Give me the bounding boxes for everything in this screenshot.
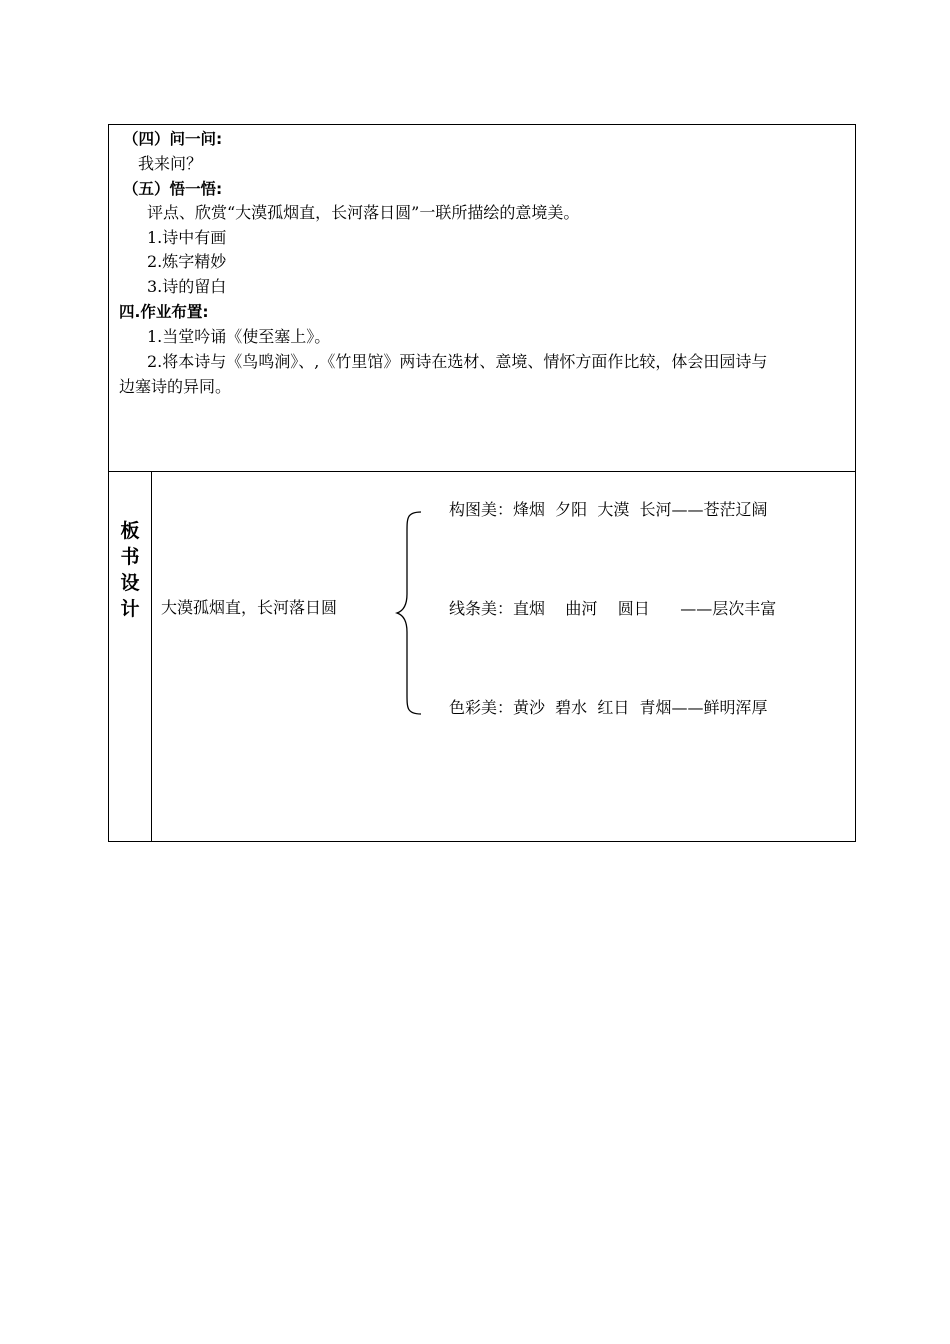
label-char: 设 (120, 572, 140, 594)
label-char: 板 (120, 520, 140, 542)
homework-heading: 四.作业布置: (119, 303, 209, 321)
label-char: 计 (120, 598, 140, 620)
board-design-label-cell (109, 472, 152, 841)
homework-item-2-line1: 2.将本诗与《鸟鸣涧》、,《竹里馆》两诗在选材、意境、情怀方面作比较，体会田园诗与 (147, 352, 768, 371)
homework-item-1: 1.当堂吟诵《使至塞上》。 (147, 327, 331, 346)
list-item: 3.诗的留白 (147, 277, 227, 296)
list-item: 1.诗中有画 (147, 228, 227, 247)
label-char: 书 (120, 546, 140, 568)
board-design-label (109, 518, 151, 622)
board-main-line: 大漠孤烟直，长河落日圆 (161, 598, 338, 617)
teaching-content-cell (109, 125, 855, 472)
board-item-composition: 构图美：烽烟 夕阳 大漠 长河——苍茫辽阔 (449, 500, 768, 519)
curly-brace-icon (395, 510, 425, 716)
board-item-colors: 色彩美：黄沙 碧水 红日 青烟——鲜明浑厚 (449, 698, 768, 717)
appreciation-text: 评点、欣赏“大漠孤烟直，长河落日圆”一联所描绘的意境美。 (147, 203, 580, 222)
section-heading-ask: （四）问一问: (123, 130, 223, 148)
section-heading-understand: （五）悟一悟: (123, 180, 223, 198)
list-item: 2.炼字精妙 (147, 252, 227, 271)
board-item-lines: 线条美：直烟 曲河 圆日 ——层次丰富 (449, 599, 777, 618)
lesson-plan-table (108, 124, 856, 842)
ask-prompt: 我来问？ (138, 154, 203, 173)
board-design-row (109, 472, 855, 841)
homework-item-2-line2: 边塞诗的异同。 (119, 377, 232, 396)
